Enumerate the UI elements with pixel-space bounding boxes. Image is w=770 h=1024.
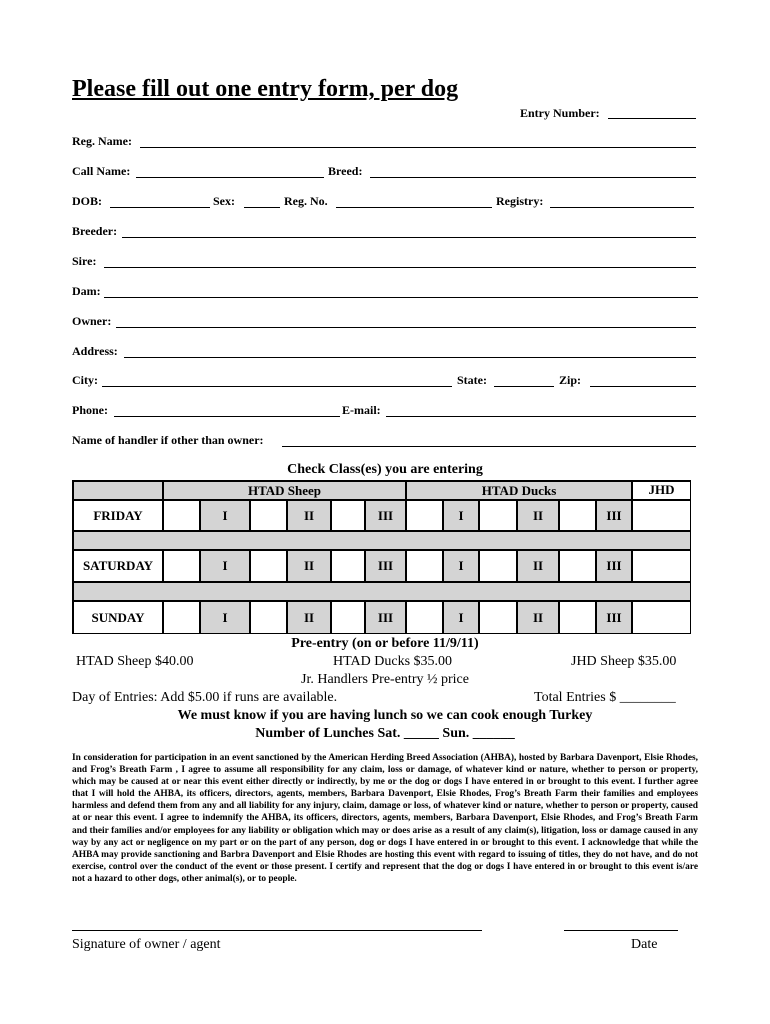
reg-no-label: Reg. No. (284, 194, 328, 208)
checkbox-sat-ducks-3[interactable] (559, 550, 596, 582)
checkbox-sat-sheep-3[interactable] (331, 550, 365, 582)
breed-label: Breed: (328, 164, 363, 178)
lunch-count: Number of Lunches Sat. _____ Sun. ______ (255, 726, 515, 741)
checkbox-sun-sheep-3[interactable] (331, 601, 365, 634)
waiver-text: In consideration for participation in an event sanctioned by the American Herding Breed Association (AHBA), hosted by Barbara Davenport, Elsie Rhodes, and Frog’s Breath Farm , I agree to assume all responsibility for any claim, loss or damage, of whatever kind or nature, whether to person or property, which may be caused at or near this event either directly or indirectly, by me or the dog or dogs I have entered in or brought to this event. I further agree that I will hold the AHBA, its officers, directors, agents, members, Barbara Davenport, Elsie Rhodes, Frog’s Breath Farm their families and employees harmless and defend them from any and all liability for any injury, claim, damage or loss, of whatever kind or nature, whether to person or property, caused at or near this event. I agree to indemnify the AHBA, its officers, directors, agents, members, Barbara Davenport, Elsie Rhodes, and Frog’s Breath Farm and their families and/or employees for any liability or obligation which may or does arise as a result of any claim(s), litigation, loss or damage caused in any way by any act or negligence on my part or on the part of any person, dog or dogs I have entered in or brought to this event. I acknowledge that while the AHBA may provide sanctioning and Barbra Davenport and Elsie Rhodes are hosting this event with regard to issuing of titles, they do not have, and do not exercise, control over the conduct of the event or those present. I certify and represent that the dog or dogs I have entered in or brought to this event is/are not a hazard to other dogs, other animal(s), or to people. (72, 753, 698, 884)
level-label: III (596, 550, 632, 582)
jhd-header: JHD (632, 481, 691, 500)
checkbox-sun-ducks-1[interactable] (406, 601, 443, 634)
date-field[interactable] (564, 930, 678, 931)
sire-row (72, 254, 696, 270)
dam-field[interactable] (104, 297, 698, 298)
handler-row (72, 433, 696, 449)
level-label: II (517, 601, 559, 634)
sheep-header: HTAD Sheep (163, 481, 406, 500)
email-field[interactable] (386, 416, 696, 417)
checkbox-sun-sheep-1[interactable] (163, 601, 200, 634)
call-name-row (72, 164, 696, 180)
level-label: III (596, 601, 632, 634)
day-sunday: SUNDAY (73, 601, 163, 634)
dob-label: DOB: (72, 194, 102, 208)
dob-field[interactable] (110, 207, 210, 208)
state-label: State: (457, 373, 487, 387)
call-name-label: Call Name: (72, 164, 131, 178)
reg-name-field[interactable] (140, 147, 696, 148)
city-field[interactable] (102, 386, 452, 387)
breed-field[interactable] (370, 177, 696, 178)
dam-row (72, 284, 696, 300)
level-label: III (365, 601, 406, 634)
checkbox-fri-jhd[interactable] (632, 500, 691, 531)
checkbox-fri-sheep-3[interactable] (331, 500, 365, 531)
phone-row (72, 403, 696, 419)
address-field[interactable] (124, 357, 696, 358)
row-separator (73, 531, 691, 550)
ducks-price: HTAD Ducks $35.00 (333, 654, 453, 669)
level-label: I (200, 601, 250, 634)
breeder-label: Breeder: (72, 224, 118, 238)
phone-label: Phone: (72, 403, 108, 417)
level-label: II (517, 550, 559, 582)
preentry-heading: Pre-entry (on or before 11/9/11) (291, 636, 479, 651)
total-entries: Total Entries $ ________ (534, 690, 676, 705)
checkbox-sun-sheep-2[interactable] (250, 601, 287, 634)
email-label: E-mail: (342, 403, 381, 417)
breeder-field[interactable] (122, 237, 696, 238)
dam-label: Dam: (72, 284, 101, 298)
level-label: I (443, 550, 479, 582)
class-grid (72, 480, 691, 634)
zip-label: Zip: (559, 373, 582, 387)
level-label: I (443, 601, 479, 634)
level-label: I (200, 500, 250, 531)
sire-label: Sire: (72, 254, 97, 268)
reg-name-row (72, 134, 696, 150)
registry-field[interactable] (550, 207, 694, 208)
page-title: Please fill out one entry form, per dog (72, 76, 459, 102)
checkbox-fri-sheep-1[interactable] (163, 500, 200, 531)
checkbox-sun-ducks-2[interactable] (479, 601, 517, 634)
day-friday: FRIDAY (73, 500, 163, 531)
sire-field[interactable] (104, 267, 696, 268)
level-label: I (443, 500, 479, 531)
level-label: II (287, 550, 331, 582)
checkbox-sat-sheep-2[interactable] (250, 550, 287, 582)
registry-label: Registry: (496, 194, 544, 208)
checkbox-sat-sheep-1[interactable] (163, 550, 200, 582)
checkbox-sun-ducks-3[interactable] (559, 601, 596, 634)
checkbox-fri-ducks-2[interactable] (479, 500, 517, 531)
handler-label: Name of handler if other than owner: (72, 433, 264, 447)
owner-field[interactable] (116, 327, 696, 328)
level-label: III (596, 500, 632, 531)
state-field[interactable] (494, 386, 554, 387)
reg-no-field[interactable] (336, 207, 492, 208)
level-label: III (365, 500, 406, 531)
checkbox-sun-jhd[interactable] (632, 601, 691, 634)
level-label: III (365, 550, 406, 582)
sex-label: Sex: (213, 194, 235, 208)
signature-field[interactable] (72, 930, 482, 931)
checkbox-sat-ducks-2[interactable] (479, 550, 517, 582)
row-separator (73, 582, 691, 601)
checkbox-fri-ducks-3[interactable] (559, 500, 596, 531)
ducks-header: HTAD Ducks (406, 481, 632, 500)
checkbox-fri-sheep-2[interactable] (250, 500, 287, 531)
owner-row (72, 314, 696, 330)
classes-heading: Check Class(es) you are entering (287, 462, 483, 477)
level-label: II (517, 500, 559, 531)
date-label: Date (631, 937, 658, 952)
zip-field[interactable] (590, 386, 696, 387)
address-label: Address: (72, 344, 118, 358)
phone-field[interactable] (114, 416, 340, 417)
lunch-note: We must know if you are having lunch so we can cook enough Turkey (177, 708, 593, 723)
city-label: City: (72, 373, 98, 387)
owner-label: Owner: (72, 314, 112, 328)
handler-field[interactable] (282, 446, 696, 447)
level-label: II (287, 500, 331, 531)
jhd-price: JHD Sheep $35.00 (571, 654, 677, 669)
entry-number-field[interactable] (608, 118, 696, 119)
level-label: I (200, 550, 250, 582)
city-row (72, 373, 696, 389)
reg-name-label: Reg. Name: (72, 134, 132, 148)
dob-row (72, 194, 696, 210)
day-of-entries-note: Day of Entries: Add $5.00 if runs are available. (72, 690, 338, 705)
jr-handlers-note: Jr. Handlers Pre-entry ½ price (301, 672, 469, 687)
day-saturday: SATURDAY (73, 550, 163, 582)
sex-field[interactable] (244, 207, 280, 208)
signature-label: Signature of owner / agent (72, 937, 221, 952)
grid-corner (73, 481, 163, 500)
checkbox-sat-ducks-1[interactable] (406, 550, 443, 582)
address-row (72, 344, 696, 360)
breeder-row (72, 224, 696, 240)
entry-number-label: Entry Number: (520, 106, 600, 120)
checkbox-fri-ducks-1[interactable] (406, 500, 443, 531)
checkbox-sat-jhd[interactable] (632, 550, 691, 582)
call-name-field[interactable] (136, 177, 324, 178)
level-label: II (287, 601, 331, 634)
sheep-price: HTAD Sheep $40.00 (76, 654, 194, 669)
